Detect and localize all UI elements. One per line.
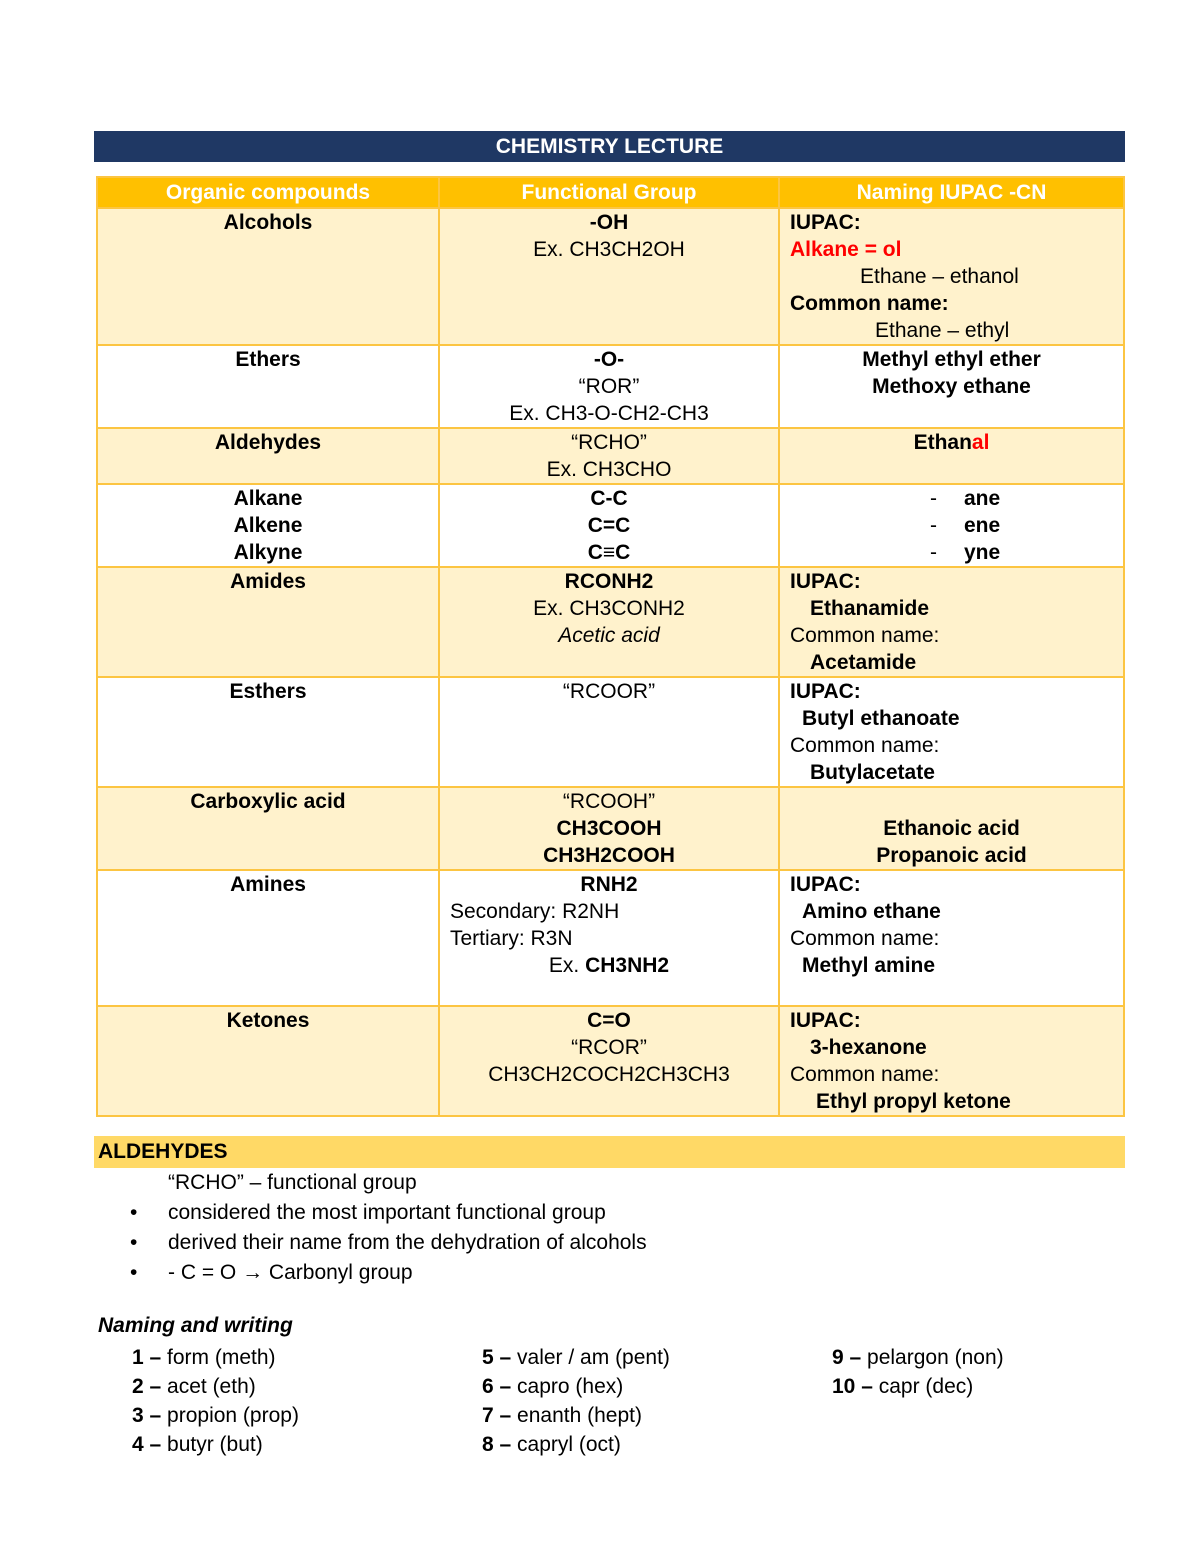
suffix-text: ene bbox=[964, 514, 1001, 537]
naming-line: IUPAC: bbox=[790, 211, 861, 234]
naming-line: Butyl ethanoate bbox=[802, 707, 960, 730]
functional-group-cell bbox=[439, 870, 779, 1006]
item-text: butyr (but) bbox=[161, 1433, 263, 1456]
example-formula: CH3NH2 bbox=[585, 954, 670, 977]
aldehydes-section-heading bbox=[94, 1136, 1125, 1168]
naming-column-3 bbox=[832, 1343, 1004, 1401]
list-item bbox=[482, 1401, 670, 1430]
naming-cell bbox=[779, 428, 1124, 484]
fg-general: “RCOR” bbox=[571, 1036, 647, 1059]
item-number: 9 – bbox=[832, 1346, 862, 1369]
naming-line: Common name: bbox=[790, 1063, 940, 1086]
compound-name: Ethers bbox=[97, 345, 439, 428]
item-text: pelargon (non) bbox=[861, 1346, 1004, 1369]
table-row-ethers bbox=[97, 345, 1124, 428]
compounds-table bbox=[96, 176, 1125, 1117]
suffix-text: ane bbox=[964, 487, 1001, 510]
functional-group-cell bbox=[439, 484, 779, 567]
spacer bbox=[780, 788, 1123, 815]
naming-cell bbox=[779, 1006, 1124, 1116]
naming-cell bbox=[779, 345, 1124, 428]
fg-triple-bond: C≡C bbox=[587, 541, 631, 564]
fg-secondary: Secondary: R2NH bbox=[450, 900, 620, 923]
list-item bbox=[132, 1401, 299, 1430]
fg-note: Acetic acid bbox=[558, 624, 660, 647]
fg-general: “RCOOR” bbox=[562, 680, 656, 703]
list-item bbox=[482, 1430, 670, 1459]
fg-double-bond: C=C bbox=[587, 514, 631, 537]
intro-desc: functional group bbox=[261, 1171, 417, 1194]
item-text: capr (dec) bbox=[872, 1375, 974, 1398]
fg-example: CH3H2COOH bbox=[543, 844, 675, 867]
bullet-icon: • bbox=[130, 1231, 138, 1254]
example-label: Ex. bbox=[548, 954, 586, 977]
item-text: capryl (oct) bbox=[511, 1433, 621, 1456]
naming-line: Acetamide bbox=[810, 651, 917, 674]
compound-name: Amines bbox=[97, 870, 439, 1006]
fg-formula: RNH2 bbox=[580, 873, 638, 896]
naming-line: Amino ethane bbox=[802, 900, 941, 923]
bullet-icon: • bbox=[130, 1201, 138, 1224]
compound-name: Esthers bbox=[97, 677, 439, 787]
naming-line: Ethyl propyl ketone bbox=[816, 1090, 1011, 1113]
item-number: 1 – bbox=[132, 1346, 162, 1369]
item-number: 7 – bbox=[482, 1404, 512, 1427]
compound-name: Aldehydes bbox=[97, 428, 439, 484]
naming-cell bbox=[779, 677, 1124, 787]
naming-line: Common name: bbox=[790, 292, 949, 315]
intro-formula: “RCHO” – bbox=[168, 1171, 262, 1194]
fg-example: CH3COOH bbox=[556, 817, 662, 840]
functional-group-cell bbox=[439, 677, 779, 787]
item-number: 8 – bbox=[482, 1433, 512, 1456]
functional-group-cell bbox=[439, 787, 779, 870]
naming-line: Common name: bbox=[790, 734, 940, 757]
table-header-row bbox=[97, 177, 1124, 208]
item-text: valer / am (pent) bbox=[511, 1346, 670, 1369]
table-row-carboxylic-acid bbox=[97, 787, 1124, 870]
fg-formula: RCONH2 bbox=[564, 570, 654, 593]
fg-example: Ex. CH3-O-CH2-CH3 bbox=[509, 402, 709, 425]
naming-line: Common name: bbox=[790, 927, 940, 950]
naming-stem: Ethan bbox=[913, 431, 972, 454]
naming-heading: Naming and writing bbox=[98, 1314, 293, 1337]
bullet-icon: • bbox=[130, 1261, 138, 1284]
functional-group-cell bbox=[439, 428, 779, 484]
naming-line: Butylacetate bbox=[810, 761, 935, 784]
functional-group-cell bbox=[439, 567, 779, 677]
naming-line: Ethane – ethyl bbox=[875, 319, 1010, 342]
naming-suffix: al bbox=[971, 431, 990, 454]
table-row-hydrocarbons bbox=[97, 484, 1124, 567]
naming-line: Ethane – ethanol bbox=[860, 265, 1019, 288]
table-row-esthers bbox=[97, 677, 1124, 787]
functional-group-cell bbox=[439, 1006, 779, 1116]
naming-line: Propanoic acid bbox=[876, 844, 1027, 867]
table-row-amides bbox=[97, 567, 1124, 677]
table-row-aldehydes bbox=[97, 428, 1124, 484]
compound-name bbox=[97, 484, 439, 567]
item-number: 10 – bbox=[832, 1375, 873, 1398]
section-heading-text: ALDEHYDES bbox=[98, 1140, 228, 1163]
header-organic-compounds: Organic compounds bbox=[97, 177, 439, 208]
compound-name: Carboxylic acid bbox=[97, 787, 439, 870]
functional-group-cell bbox=[439, 208, 779, 345]
naming-line: Methyl amine bbox=[802, 954, 936, 977]
naming-line: IUPAC: bbox=[790, 1009, 861, 1032]
fg-example: CH3CH2COCH2CH3CH3 bbox=[488, 1063, 730, 1086]
naming-column-2 bbox=[482, 1343, 670, 1459]
list-item bbox=[482, 1343, 670, 1372]
fg-formula: C=O bbox=[587, 1009, 631, 1032]
item-number: 6 – bbox=[482, 1375, 512, 1398]
naming-cell bbox=[779, 484, 1124, 567]
dash: - bbox=[930, 514, 937, 537]
item-number: 2 – bbox=[132, 1375, 162, 1398]
naming-line: Alkane = ol bbox=[790, 238, 902, 261]
fg-example: Ex. CH3CH2OH bbox=[533, 238, 685, 261]
item-text: propion (prop) bbox=[161, 1404, 299, 1427]
naming-line: IUPAC: bbox=[790, 680, 861, 703]
naming-column-1 bbox=[132, 1343, 299, 1459]
list-item bbox=[132, 1343, 299, 1372]
naming-line: IUPAC: bbox=[790, 873, 861, 896]
intro-text bbox=[168, 1168, 417, 1198]
suffix-text: yne bbox=[964, 541, 1001, 564]
suffix-ane bbox=[780, 485, 1123, 512]
naming-line: IUPAC: bbox=[790, 570, 861, 593]
naming-line: Ethanoic acid bbox=[883, 817, 1020, 840]
item-text: form (meth) bbox=[161, 1346, 276, 1369]
fg-example: Ex. CH3CHO bbox=[546, 458, 672, 481]
compound-name: Amides bbox=[97, 567, 439, 677]
fg-example: Ex. CH3CONH2 bbox=[533, 597, 685, 620]
naming-cell bbox=[779, 208, 1124, 345]
table-row-amines bbox=[97, 870, 1124, 1006]
list-item bbox=[132, 1372, 299, 1401]
dash: - bbox=[930, 487, 937, 510]
item-text: capro (hex) bbox=[511, 1375, 624, 1398]
bullet-text: - C = O → Carbonyl group bbox=[168, 1261, 413, 1284]
naming-line: Common name: bbox=[790, 624, 940, 647]
functional-group-cell bbox=[439, 345, 779, 428]
table-row-alcohols bbox=[97, 208, 1124, 345]
bullet-text: derived their name from the dehydration of alcohols bbox=[168, 1231, 647, 1254]
naming-cell bbox=[779, 567, 1124, 677]
list-item bbox=[832, 1372, 1004, 1401]
list-item bbox=[832, 1343, 1004, 1372]
naming-line: 3-hexanone bbox=[810, 1036, 927, 1059]
naming-line: Methoxy ethane bbox=[872, 375, 1031, 398]
dash: - bbox=[930, 541, 937, 564]
compound-alkene: Alkene bbox=[233, 514, 303, 537]
item-text: enanth (hept) bbox=[511, 1404, 642, 1427]
compound-alkyne: Alkyne bbox=[233, 541, 303, 564]
list-item bbox=[132, 1430, 299, 1459]
compound-name: Alcohols bbox=[97, 208, 439, 345]
item-number: 4 – bbox=[132, 1433, 162, 1456]
fg-general: “RCOOH” bbox=[562, 790, 656, 813]
compound-alkane: Alkane bbox=[233, 487, 303, 510]
item-text: acet (eth) bbox=[161, 1375, 256, 1398]
naming-line: Methyl ethyl ether bbox=[862, 348, 1041, 371]
compound-name: Ketones bbox=[97, 1006, 439, 1116]
table-row-ketones bbox=[97, 1006, 1124, 1116]
naming-cell bbox=[779, 870, 1124, 1006]
item-number: 5 – bbox=[482, 1346, 512, 1369]
fg-formula: -O- bbox=[593, 348, 625, 371]
bullet-text: considered the most important functional group bbox=[168, 1201, 606, 1224]
suffix-yne bbox=[780, 539, 1123, 566]
header-functional-group: Functional Group bbox=[439, 177, 779, 208]
naming-line: Ethanamide bbox=[810, 597, 930, 620]
header-naming: Naming IUPAC -CN bbox=[779, 177, 1124, 208]
suffix-ene bbox=[780, 512, 1123, 539]
page-title: CHEMISTRY LECTURE bbox=[94, 131, 1125, 162]
fg-tertiary: Tertiary: R3N bbox=[450, 927, 573, 950]
list-item bbox=[482, 1372, 670, 1401]
naming-cell bbox=[779, 787, 1124, 870]
fg-formula: -OH bbox=[589, 211, 629, 234]
fg-example bbox=[440, 952, 778, 979]
fg-general: “RCHO” bbox=[571, 431, 647, 454]
fg-single-bond: C-C bbox=[590, 487, 628, 510]
item-number: 3 – bbox=[132, 1404, 162, 1427]
fg-general: “ROR” bbox=[578, 375, 640, 398]
